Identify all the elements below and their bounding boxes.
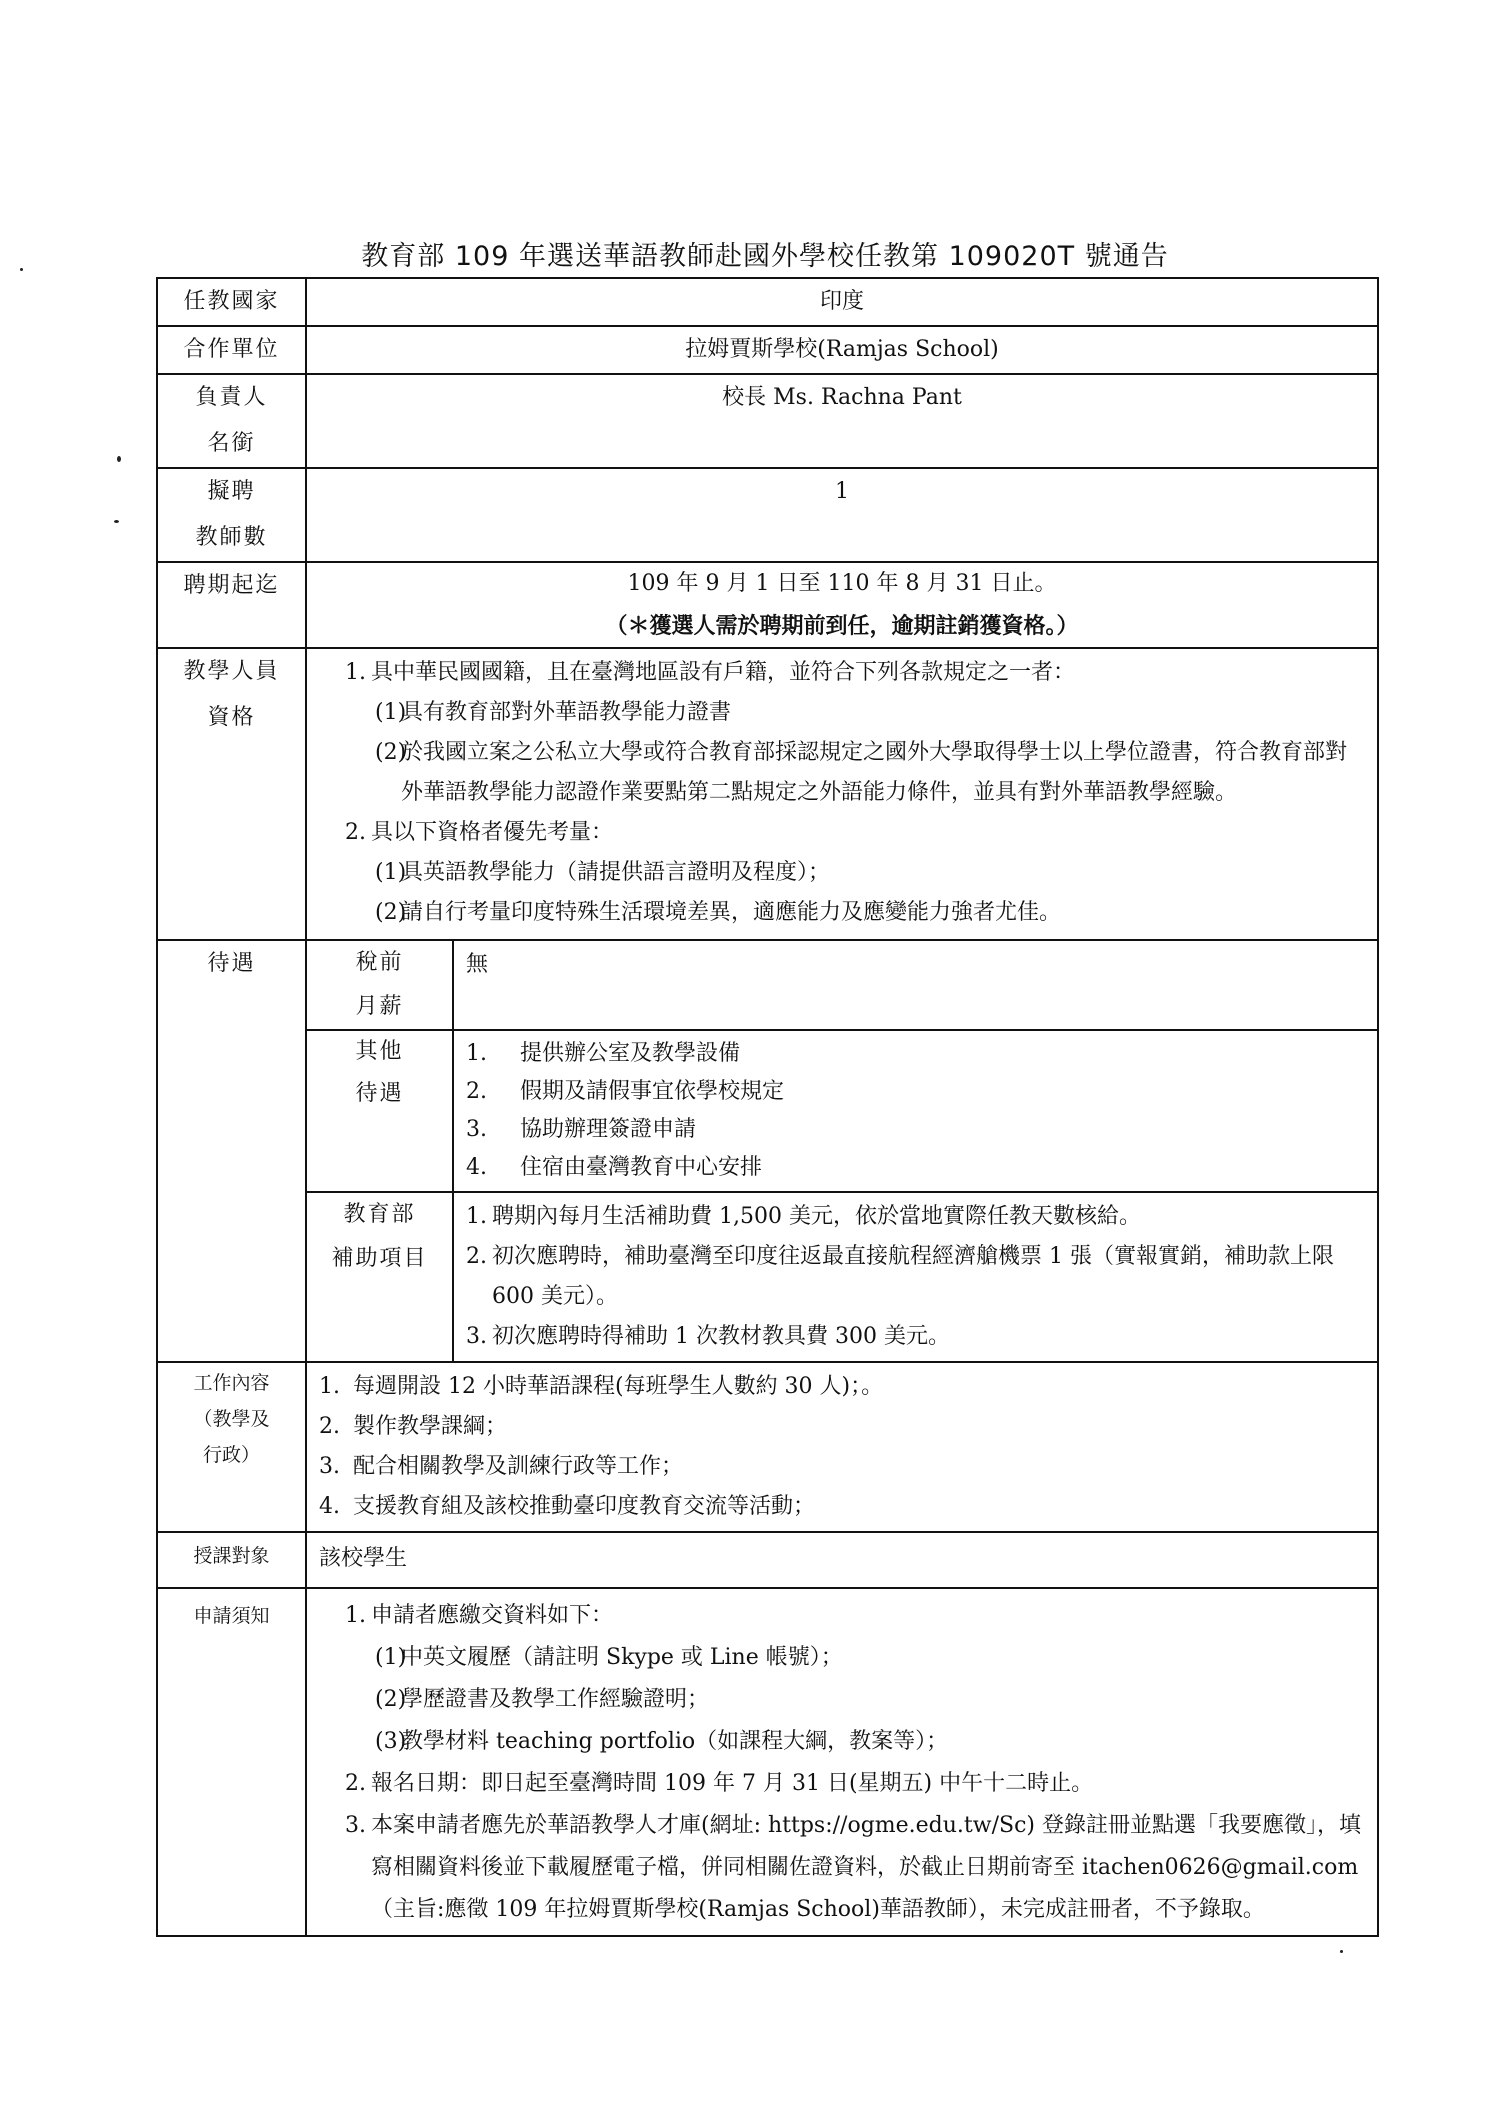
- application-sub-item: (3) 教學材料 teaching portfolio（如課程大綱，教案等）；: [375, 1729, 949, 1754]
- other-benefit-item: 1. 提供辦公室及教學設備: [466, 1041, 741, 1066]
- duties-list: [307, 1363, 1377, 1531]
- row-head: [157, 374, 1378, 468]
- teacher-count-label-line2: 教師數: [195, 525, 268, 550]
- row-benefits-salary: [157, 940, 1378, 1030]
- students-value: 該校學生: [319, 1546, 408, 1571]
- scan-speck: [117, 456, 121, 462]
- row-duties: [157, 1362, 1378, 1532]
- duty-item: 1. 每週開設 12 小時華語課程(每班學生人數約 30 人)；。: [319, 1374, 884, 1399]
- moe-subsidy-item: 2. 初次應聘時，補助臺灣至印度往返最直接航程經濟艙機票 1 張（實報實銷，補助款上限 600 美元）。: [466, 1244, 1334, 1309]
- partner-value: 拉姆賈斯學校(Ramjas School): [685, 337, 999, 362]
- moe-subsidy-item: 1. 聘期內每月生活補助費 1,500 美元，依於當地實際任教天數核給。: [466, 1204, 1141, 1229]
- partner-label: 合作單位: [183, 337, 280, 362]
- row-students: [157, 1532, 1378, 1588]
- other-benefits-label-line2: 待遇: [355, 1081, 404, 1106]
- duty-item: 2. 製作教學課綱；: [319, 1414, 508, 1439]
- application-label: 申請須知: [193, 1605, 270, 1627]
- head-label-line2: 名銜: [207, 431, 256, 456]
- duty-item: 4. 支援教育組及該校推動臺印度教育交流等活動；: [319, 1494, 816, 1519]
- row-qualifications: [157, 648, 1378, 940]
- scan-speck: [1340, 1950, 1343, 1953]
- head-label-line1: 負責人: [195, 385, 268, 410]
- application-item: 1. 申請者應繳交資料如下：: [345, 1603, 614, 1628]
- duty-item: 3. 配合相關教學及訓練行政等工作；: [319, 1454, 684, 1479]
- row-application: [157, 1588, 1378, 1936]
- moe-label-line1: 教育部: [343, 1202, 416, 1227]
- other-benefits-list: [454, 1031, 1377, 1191]
- salary-label-line2: 月薪: [355, 994, 404, 1019]
- moe-label-line2: 補助項目: [331, 1246, 428, 1271]
- application-sub-item: (2) 學歷證書及教學工作經驗證明；: [375, 1687, 710, 1712]
- scan-speck: [20, 268, 23, 271]
- row-period: [157, 562, 1378, 648]
- qualification-item: 2. 具以下資格者優先考量：: [345, 820, 614, 845]
- other-benefit-item: 2. 假期及請假事宜依學校規定: [466, 1079, 785, 1104]
- notice-table: [156, 277, 1379, 1937]
- qualification-sub-item: (1) 具英語教學能力（請提供語言證明及程度）；: [375, 860, 831, 885]
- qualification-item: 1. 具中華民國國籍，且在臺灣地區設有戶籍，並符合下列各款規定之一者：: [345, 660, 1076, 685]
- row-benefits-moe: [157, 1192, 1378, 1362]
- row-partner: [157, 326, 1378, 374]
- benefits-label: 待遇: [207, 951, 256, 976]
- students-label: 授課對象: [193, 1545, 270, 1567]
- document-title: 教育部 109 年選送華語教師赴國外學校任教第 109020T 號通告: [361, 241, 1169, 272]
- qualifications-label-line2: 資格: [207, 705, 256, 730]
- row-teacher-count: [157, 468, 1378, 562]
- qualifications-label-line1: 教學人員: [183, 659, 280, 684]
- row-country: [157, 278, 1378, 326]
- moe-subsidy-list: [454, 1193, 1377, 1361]
- salary-label-line1: 稅前: [355, 950, 404, 975]
- application-list: [307, 1589, 1377, 1935]
- period-dates: 109 年 9 月 1 日至 110 年 8 月 31 日止。: [627, 571, 1057, 596]
- head-value: 校長 Ms. Rachna Pant: [722, 385, 962, 410]
- row-benefits-other: [157, 1030, 1378, 1192]
- qualification-sub-item: (2) 於我國立案之公私立大學或符合教育部採認規定之國外大學取得學士以上學位證書，符合教育部對外華語教學能力認證作業要點第二點規定之外語能力條件，並具有對外華語教學經驗。: [375, 740, 1348, 805]
- application-sub-item: (1) 中英文履歷（請註明 Skype 或 Line 帳號）；: [375, 1645, 843, 1670]
- moe-subsidy-item: 3. 初次應聘時得補助 1 次教材教具費 300 美元。: [466, 1324, 950, 1349]
- duties-label-line1: 工作內容: [193, 1372, 270, 1394]
- country-label: 任教國家: [183, 289, 280, 314]
- qualification-sub-item: (2) 請自行考量印度特殊生活環境差異，適應能力及應變能力強者尤佳。: [375, 900, 1062, 925]
- other-benefit-item: 3. 協助辦理簽證申請: [466, 1117, 697, 1142]
- application-item: 3. 本案申請者應先於華語教學人才庫(網址: https://ogme.edu.tw/Sc) 登錄註冊並點選「我要應徵」，填寫相關資料後並下載履歷電子檔，併同相關佐證資料，於截止日期前寄至 itachen0626@gmail.com（主旨:應徵 109 年拉姆賈斯學校(Ramjas School)華語教師），未完成註冊者，不予錄取。: [345, 1813, 1361, 1922]
- qualifications-list: [307, 649, 1377, 939]
- teacher-count-label-line1: 擬聘: [207, 479, 256, 504]
- period-label: 聘期起迄: [183, 573, 280, 598]
- application-item: 2. 報名日期：即日起至臺灣時間 109 年 7 月 31 日(星期五) 中午十二時止。: [345, 1771, 1094, 1796]
- country-value: 印度: [820, 289, 865, 314]
- duties-label-line2: （教學及: [193, 1408, 270, 1430]
- other-benefit-item: 4. 住宿由臺灣教育中心安排: [466, 1155, 763, 1180]
- scan-speck: [114, 520, 119, 523]
- salary-value: 無: [466, 952, 489, 977]
- qualification-sub-item: (1) 具有教育部對外華語教學能力證書: [375, 700, 732, 725]
- period-note: （＊獲選人需於聘期前到任，逾期註銷獲資格。）: [605, 613, 1079, 639]
- duties-label-line3: 行政）: [202, 1444, 260, 1466]
- teacher-count-value: 1: [835, 479, 849, 504]
- other-benefits-label-line1: 其他: [355, 1039, 404, 1064]
